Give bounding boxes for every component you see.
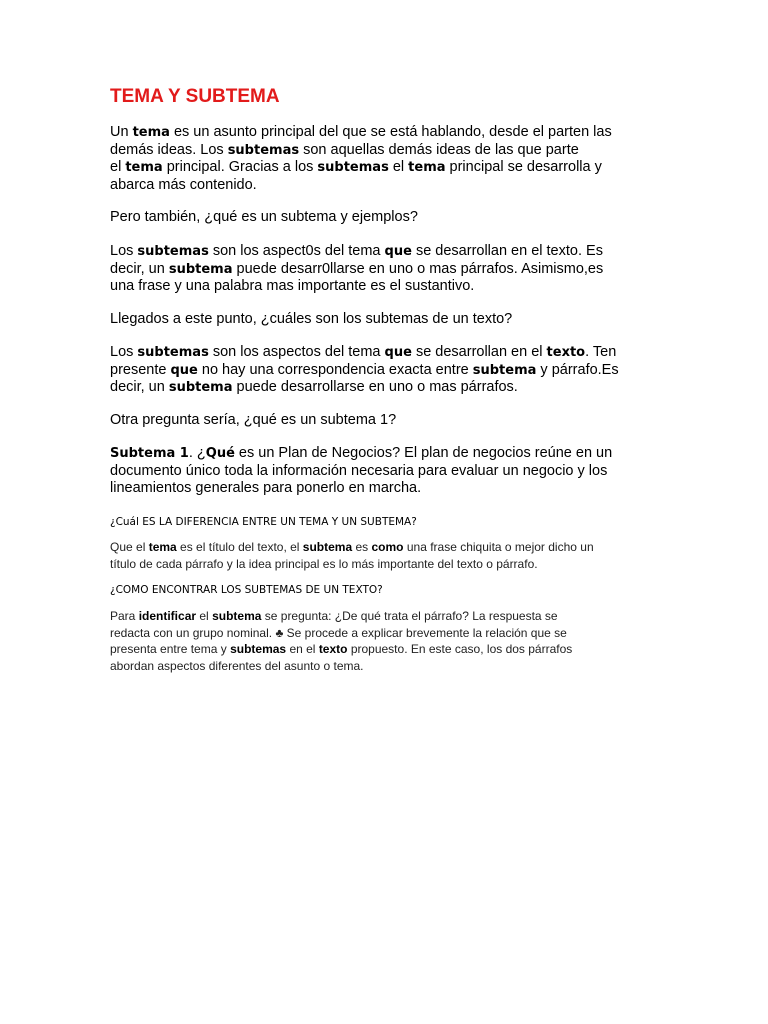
bold-term: identificar	[138, 609, 197, 623]
bold-term: texto	[318, 642, 348, 656]
text-line: redacta con un grupo nominal. ♣ Se procede a explicar brevemente la relación que se	[110, 625, 567, 640]
text-run: se desarrollan en el texto. Es	[411, 243, 603, 259]
bold-term: subtemas	[230, 642, 287, 656]
section-heading-difference: ¿Cuál ES LA DIFERENCIA ENTRE UN TEMA Y UN SUBTEMA?	[110, 516, 417, 528]
text-run: es un Plan de Negocios? El plan de negocios reúne en un	[234, 445, 613, 461]
bold-term: tema	[408, 160, 446, 175]
document-title: TEMA Y SUBTEMA	[110, 86, 280, 107]
text-run: es un asunto principal del que se está hablando, desde el parten las	[169, 124, 612, 140]
text-line	[110, 159, 612, 177]
text-line: abarca más contenido.	[110, 176, 257, 193]
text-line: una frase y una palabra mas importante es el sustantivo.	[110, 278, 475, 294]
text-run: se desarrollan en el	[411, 344, 547, 360]
bold-term: subtemas	[137, 244, 209, 259]
paragraph-question-3: Otra pregunta sería, ¿qué es un subtema 1?	[110, 412, 397, 428]
bold-term: tema	[148, 540, 177, 554]
text-run: puede desarrollarse en uno o mas párrafos.	[232, 379, 518, 395]
paragraph-question-1: Pero también, ¿qué es un subtema y ejemplos?	[110, 209, 418, 225]
bold-term: texto	[546, 345, 586, 360]
text-run: no hay una correspondencia exacta entre	[197, 361, 473, 378]
text-line	[110, 362, 619, 380]
text-line	[110, 344, 619, 362]
bold-term: subtema	[168, 261, 233, 277]
text-run: es	[352, 540, 372, 554]
text-line: abordan aspectos diferentes del asunto o tema.	[110, 658, 364, 673]
paragraph-subtema-1	[110, 445, 612, 498]
text-run: puede desarr0llarse en uno o mas párrafos. Asimismo,es	[232, 260, 604, 277]
text-run: presente	[110, 361, 171, 378]
section-heading-find-subtemas: ¿COMO ENCONTRAR LOS SUBTEMAS DE UN TEXTO?	[110, 584, 383, 596]
bold-term: subtema	[212, 609, 262, 623]
bold-term: subtemas	[137, 345, 209, 360]
text-run: Que el	[110, 540, 149, 554]
text-run: y párrafo.Es	[536, 361, 619, 378]
text-run: son los aspect0s del tema	[208, 243, 385, 259]
text-run: el	[110, 159, 126, 175]
text-line	[110, 539, 594, 556]
bold-term: tema	[125, 160, 163, 175]
text-run: Un	[110, 124, 133, 140]
bold-term: Subtema 1	[110, 446, 189, 461]
text-run: Los	[110, 243, 138, 259]
text-run: . ¿	[188, 445, 206, 461]
text-run: principal se desarrolla y	[445, 159, 602, 175]
bold-term: subtemas	[317, 160, 389, 175]
text-run: el	[196, 609, 213, 623]
text-run: presenta entre tema y	[110, 642, 231, 656]
text-run: son aquellas demás ideas de las que parte	[299, 141, 579, 158]
paragraph-subtemas-texto	[110, 344, 619, 397]
text-line: título de cada párrafo y la idea principal es lo más importante del texto o párrafo.	[110, 556, 538, 571]
text-line: lineamientos generales para ponerlo en marcha.	[110, 480, 422, 496]
text-run: decir, un	[110, 260, 169, 277]
text-run: el	[388, 159, 409, 175]
text-line: documento único toda la información necesaria para evaluar un negocio y los	[110, 462, 608, 479]
bold-term: tema	[132, 125, 170, 140]
paragraph-question-2: Llegados a este punto, ¿cuáles son los subtemas de un texto?	[110, 311, 513, 327]
text-run: propuesto. En este caso, los dos párrafos	[347, 642, 573, 656]
paragraph-find-subtemas	[110, 608, 572, 674]
text-run: . Ten	[585, 344, 617, 360]
bold-term: que	[384, 345, 412, 360]
paragraph-difference	[110, 539, 594, 572]
text-run: una frase chiquita o mejor dicho un	[403, 540, 594, 554]
text-run: en el	[286, 642, 319, 656]
text-line	[110, 379, 619, 397]
bold-term: subtema	[168, 380, 233, 395]
bold-term: Qué	[205, 446, 235, 461]
text-line	[110, 124, 612, 142]
text-line	[110, 445, 612, 463]
text-line	[110, 142, 612, 160]
paragraph-tema-definition	[110, 124, 612, 194]
text-line	[110, 261, 603, 279]
bold-term: subtema	[472, 362, 537, 378]
text-run: demás ideas. Los	[110, 141, 228, 158]
text-run: decir, un	[110, 379, 169, 395]
bold-term: subtema	[302, 540, 353, 554]
bold-term: que	[384, 244, 412, 259]
text-run: se pregunta: ¿De qué trata el párrafo? La respuesta se	[261, 609, 558, 623]
text-run: Los	[110, 344, 138, 360]
text-line	[110, 243, 603, 261]
text-line	[110, 641, 572, 658]
text-run: principal. Gracias a los	[162, 159, 318, 175]
text-run: Para	[110, 609, 139, 623]
bold-term: que	[170, 362, 198, 378]
text-run: son los aspectos del tema	[208, 344, 385, 360]
text-line	[110, 608, 572, 625]
text-run: es el título del texto, el	[176, 540, 303, 554]
bold-term: subtemas	[227, 142, 300, 158]
paragraph-subtemas-aspects	[110, 243, 603, 296]
bold-term: como	[371, 540, 404, 554]
